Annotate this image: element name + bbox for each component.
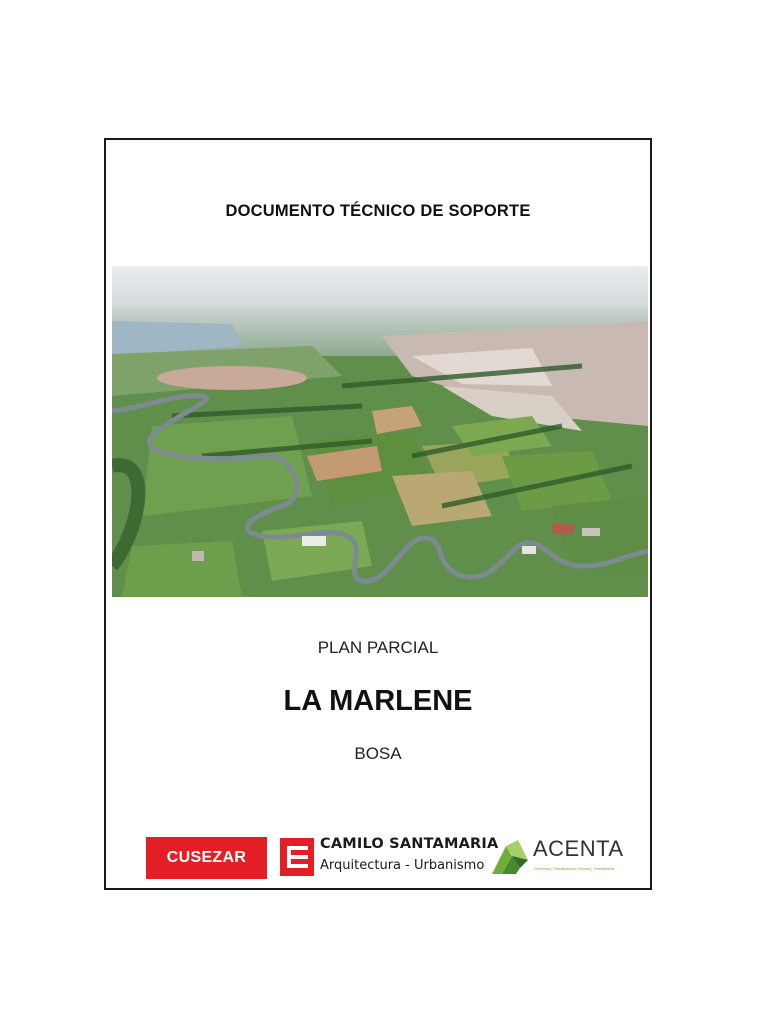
cusezar-logo: CUSEZAR <box>146 837 267 879</box>
acenta-name: ACENTA <box>533 836 624 861</box>
document-heading: DOCUMENTO TÉCNICO DE SOPORTE <box>225 202 531 220</box>
locality-label: BOSA <box>354 744 402 763</box>
plan-subtitle: PLAN PARCIAL <box>317 638 439 657</box>
acenta-triangle-icon <box>488 838 532 876</box>
camilo-santamaria-logo <box>280 836 499 880</box>
cover-page <box>104 138 652 890</box>
camilo-name: CAMILO SANTAMARIA <box>320 836 499 852</box>
camilo-subtitle: Arquitectura - Urbanismo <box>320 858 485 873</box>
aerial-photo <box>112 266 648 597</box>
acenta-logo <box>488 836 628 880</box>
camilo-mark-icon <box>280 838 314 876</box>
aerial-landscape-photo <box>112 266 648 597</box>
acenta-tagline: Gerencia | Planificación Urbana | Inmobiliaria <box>534 866 614 871</box>
plan-title: LA MARLENE <box>283 685 473 717</box>
